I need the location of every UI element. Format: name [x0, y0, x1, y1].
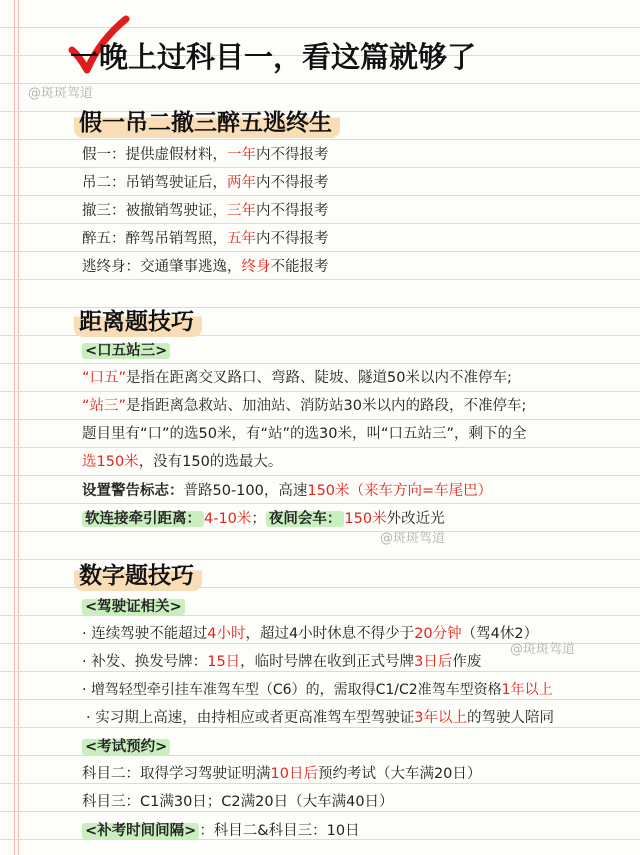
rule-row: 假一：提供虚假材料，一年内不得报考: [82, 147, 329, 163]
text-line: 软连接牵引距离： 4-10米； 夜间会车： 150米外改近光: [82, 509, 445, 529]
text-line: 题目里有“口”的选50米，有“站”的选30米，叫“口五站三”，剩下的全: [82, 426, 527, 442]
section-heading: 距离题技巧: [74, 302, 202, 337]
rule-row: 逃终身：交通肇事逃逸，终身不能报考: [82, 259, 329, 275]
watermark: @斑斑驾道: [510, 642, 576, 657]
rule-row: 吊二：吊销驾驶证后，两年内不得报考: [82, 175, 329, 191]
bullet-item: · 连续驾驶不能超过4小时，超过4小时休息不得少于20分钟（驾4休2）: [82, 626, 539, 642]
watermark: @斑斑驾道: [380, 531, 446, 546]
subsection-tag: <口五站三>: [82, 341, 170, 361]
page-title: 一晚上过科目一，看这篇就够了: [70, 40, 477, 74]
text-line: 设置警告标志：普路50-100，高速150米（来车方向=车尾巴）: [82, 483, 493, 499]
bullet-item: · 补发、换发号牌：15日，临时号牌在收到正式号牌3日后作废: [82, 654, 482, 670]
bullet-item: · 实习期上高速，由持相应或者更高准驾车型驾驶证3年以上的驾驶人陪同: [86, 710, 554, 726]
text-line: 科目三：C1满30日；C2满20日（大车满40日）: [82, 794, 394, 810]
subsection-tag: <考试预约>: [82, 737, 170, 757]
text-line: “站三”是指距离急救站、加油站、消防站30米以内的路段，不准停车;: [82, 398, 527, 414]
text-line: 选150米，没有150的选最大。: [82, 454, 283, 470]
bullet-item: · 增驾轻型牵引挂车准驾车型（C6）的，需取得C1/C2准驾车型资格1年以上: [82, 682, 553, 698]
text-line: <补考时间间隔> ：科目二&科目三：10日: [82, 821, 360, 841]
section-heading: 假一吊二撤三醉五逃终生: [74, 103, 340, 138]
rule-row: 撤三：被撤销驾驶证，三年内不得报考: [82, 203, 329, 219]
text-line: “口五”是指在距离交叉路口、弯路、陡坡、隧道50米以内不准停车;: [82, 370, 512, 386]
text-line: 科目二：取得学习驾驶证明满10日后预约考试（大车满20日）: [82, 766, 482, 782]
watermark: @斑斑驾道: [28, 86, 94, 101]
section-heading: 数字题技巧: [74, 556, 202, 591]
rule-row: 醉五：醉驾吊销驾照，五年内不得报考: [82, 231, 329, 247]
subsection-tag: <驾驶证相关>: [82, 597, 185, 617]
